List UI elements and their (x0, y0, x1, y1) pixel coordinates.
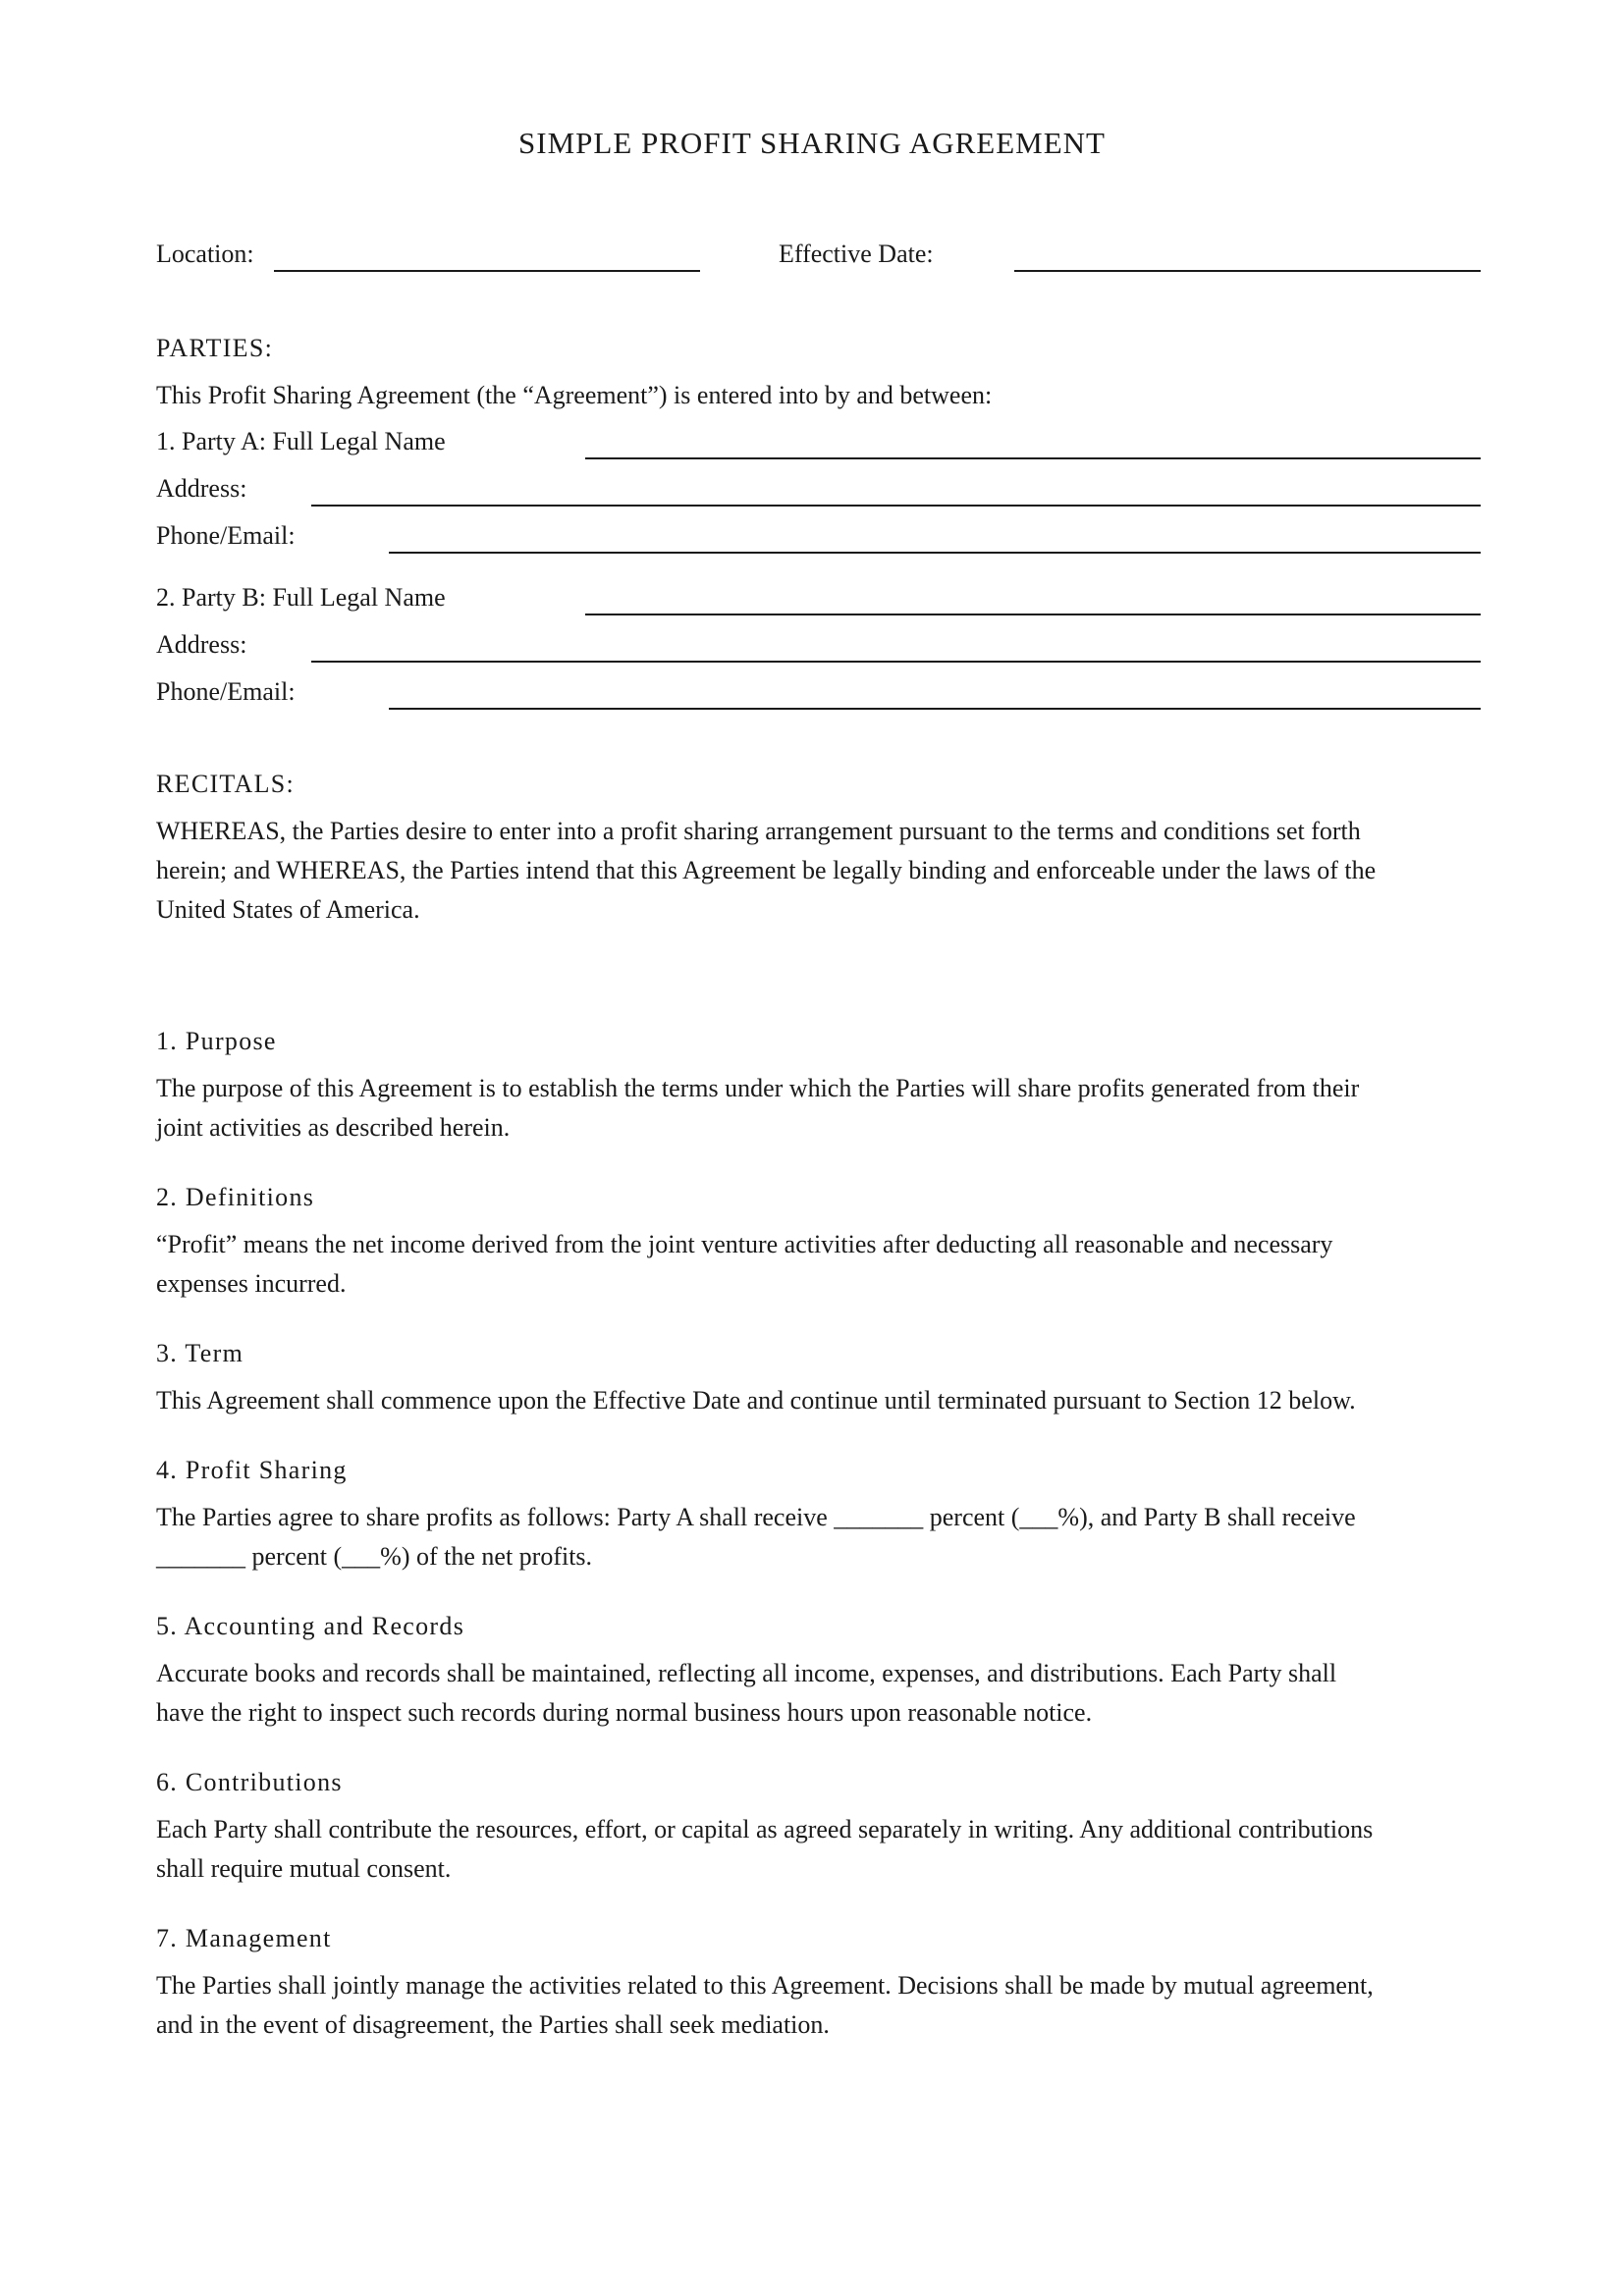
section-heading-management: 7. Management (156, 1924, 332, 1952)
section-body-line: Each Party shall contribute the resources, effort, or capital as agreed separately in writing. Any additional contributions (156, 1815, 1374, 1843)
party-b-contact-label: Phone/Email: (156, 677, 296, 706)
effective-date-label: Effective Date: (779, 240, 934, 268)
recitals-line: United States of America. (156, 895, 420, 924)
recitals-line: WHEREAS, the Parties desire to enter into a profit sharing arrangement pursuant to the terms and conditions set forth (156, 817, 1361, 845)
section-heading-contributions: 6. Contributions (156, 1768, 343, 1796)
party-b-name-field-line[interactable] (585, 614, 1481, 615)
party-b-address-label: Address: (156, 630, 247, 659)
section-body-line: shall require mutual consent. (156, 1854, 452, 1883)
location-label: Location: (156, 240, 254, 268)
section-body-line: expenses incurred. (156, 1269, 347, 1298)
section-body-line: and in the event of disagreement, the Parties shall seek mediation. (156, 2010, 830, 2039)
section-heading-purpose: 1. Purpose (156, 1027, 277, 1055)
party-a-name-label: 1. Party A: Full Legal Name (156, 427, 446, 455)
recitals-line: herein; and WHEREAS, the Parties intend that this Agreement be legally binding and enforceable under the laws of the (156, 856, 1377, 884)
section-heading-accounting: 5. Accounting and Records (156, 1612, 465, 1640)
parties-intro: This Profit Sharing Agreement (the “Agreement”) is entered into by and between: (156, 381, 993, 409)
section-body-line: joint activities as described herein. (156, 1113, 511, 1142)
party-b-name-label: 2. Party B: Full Legal Name (156, 583, 446, 612)
party-a-address-field-line[interactable] (311, 505, 1481, 507)
location-field-line[interactable] (274, 270, 700, 272)
section-body-line: The purpose of this Agreement is to establish the terms under which the Parties will share profits generated from their (156, 1074, 1360, 1102)
section-body-line: have the right to inspect such records during normal business hours upon reasonable notice. (156, 1698, 1093, 1727)
party-a-contact-label: Phone/Email: (156, 521, 296, 550)
document-title: SIMPLE PROFIT SHARING AGREEMENT (518, 126, 1106, 160)
section-body-line: _______ percent (___%) of the net profits. (156, 1542, 593, 1571)
parties-heading: PARTIES: (156, 334, 274, 362)
section-body-line: Accurate books and records shall be maintained, reflecting all income, expenses, and distributions. Each Party shall (156, 1659, 1337, 1687)
section-heading-definitions: 2. Definitions (156, 1183, 315, 1211)
section-body-line: “Profit” means the net income derived from the joint venture activities after deducting all reasonable and necessary (156, 1230, 1333, 1258)
party-a-address-label: Address: (156, 474, 247, 503)
party-b-contact-field-line[interactable] (389, 708, 1481, 710)
party-a-name-field-line[interactable] (585, 457, 1481, 459)
recitals-heading: RECITALS: (156, 770, 296, 798)
effective-date-field-line[interactable] (1014, 270, 1481, 272)
party-a-contact-field-line[interactable] (389, 552, 1481, 554)
section-body-line: The Parties shall jointly manage the activities related to this Agreement. Decisions shall be made by mutual agreement, (156, 1971, 1374, 2000)
party-b-address-field-line[interactable] (311, 661, 1481, 663)
section-body-line: This Agreement shall commence upon the Effective Date and continue until terminated pursuant to Section 12 below. (156, 1386, 1356, 1415)
section-heading-profit-sharing: 4. Profit Sharing (156, 1456, 348, 1484)
section-heading-term: 3. Term (156, 1339, 244, 1367)
section-body-line: The Parties agree to share profits as follows: Party A shall receive _______ percent (___%), and Party B shall receive (156, 1503, 1356, 1531)
